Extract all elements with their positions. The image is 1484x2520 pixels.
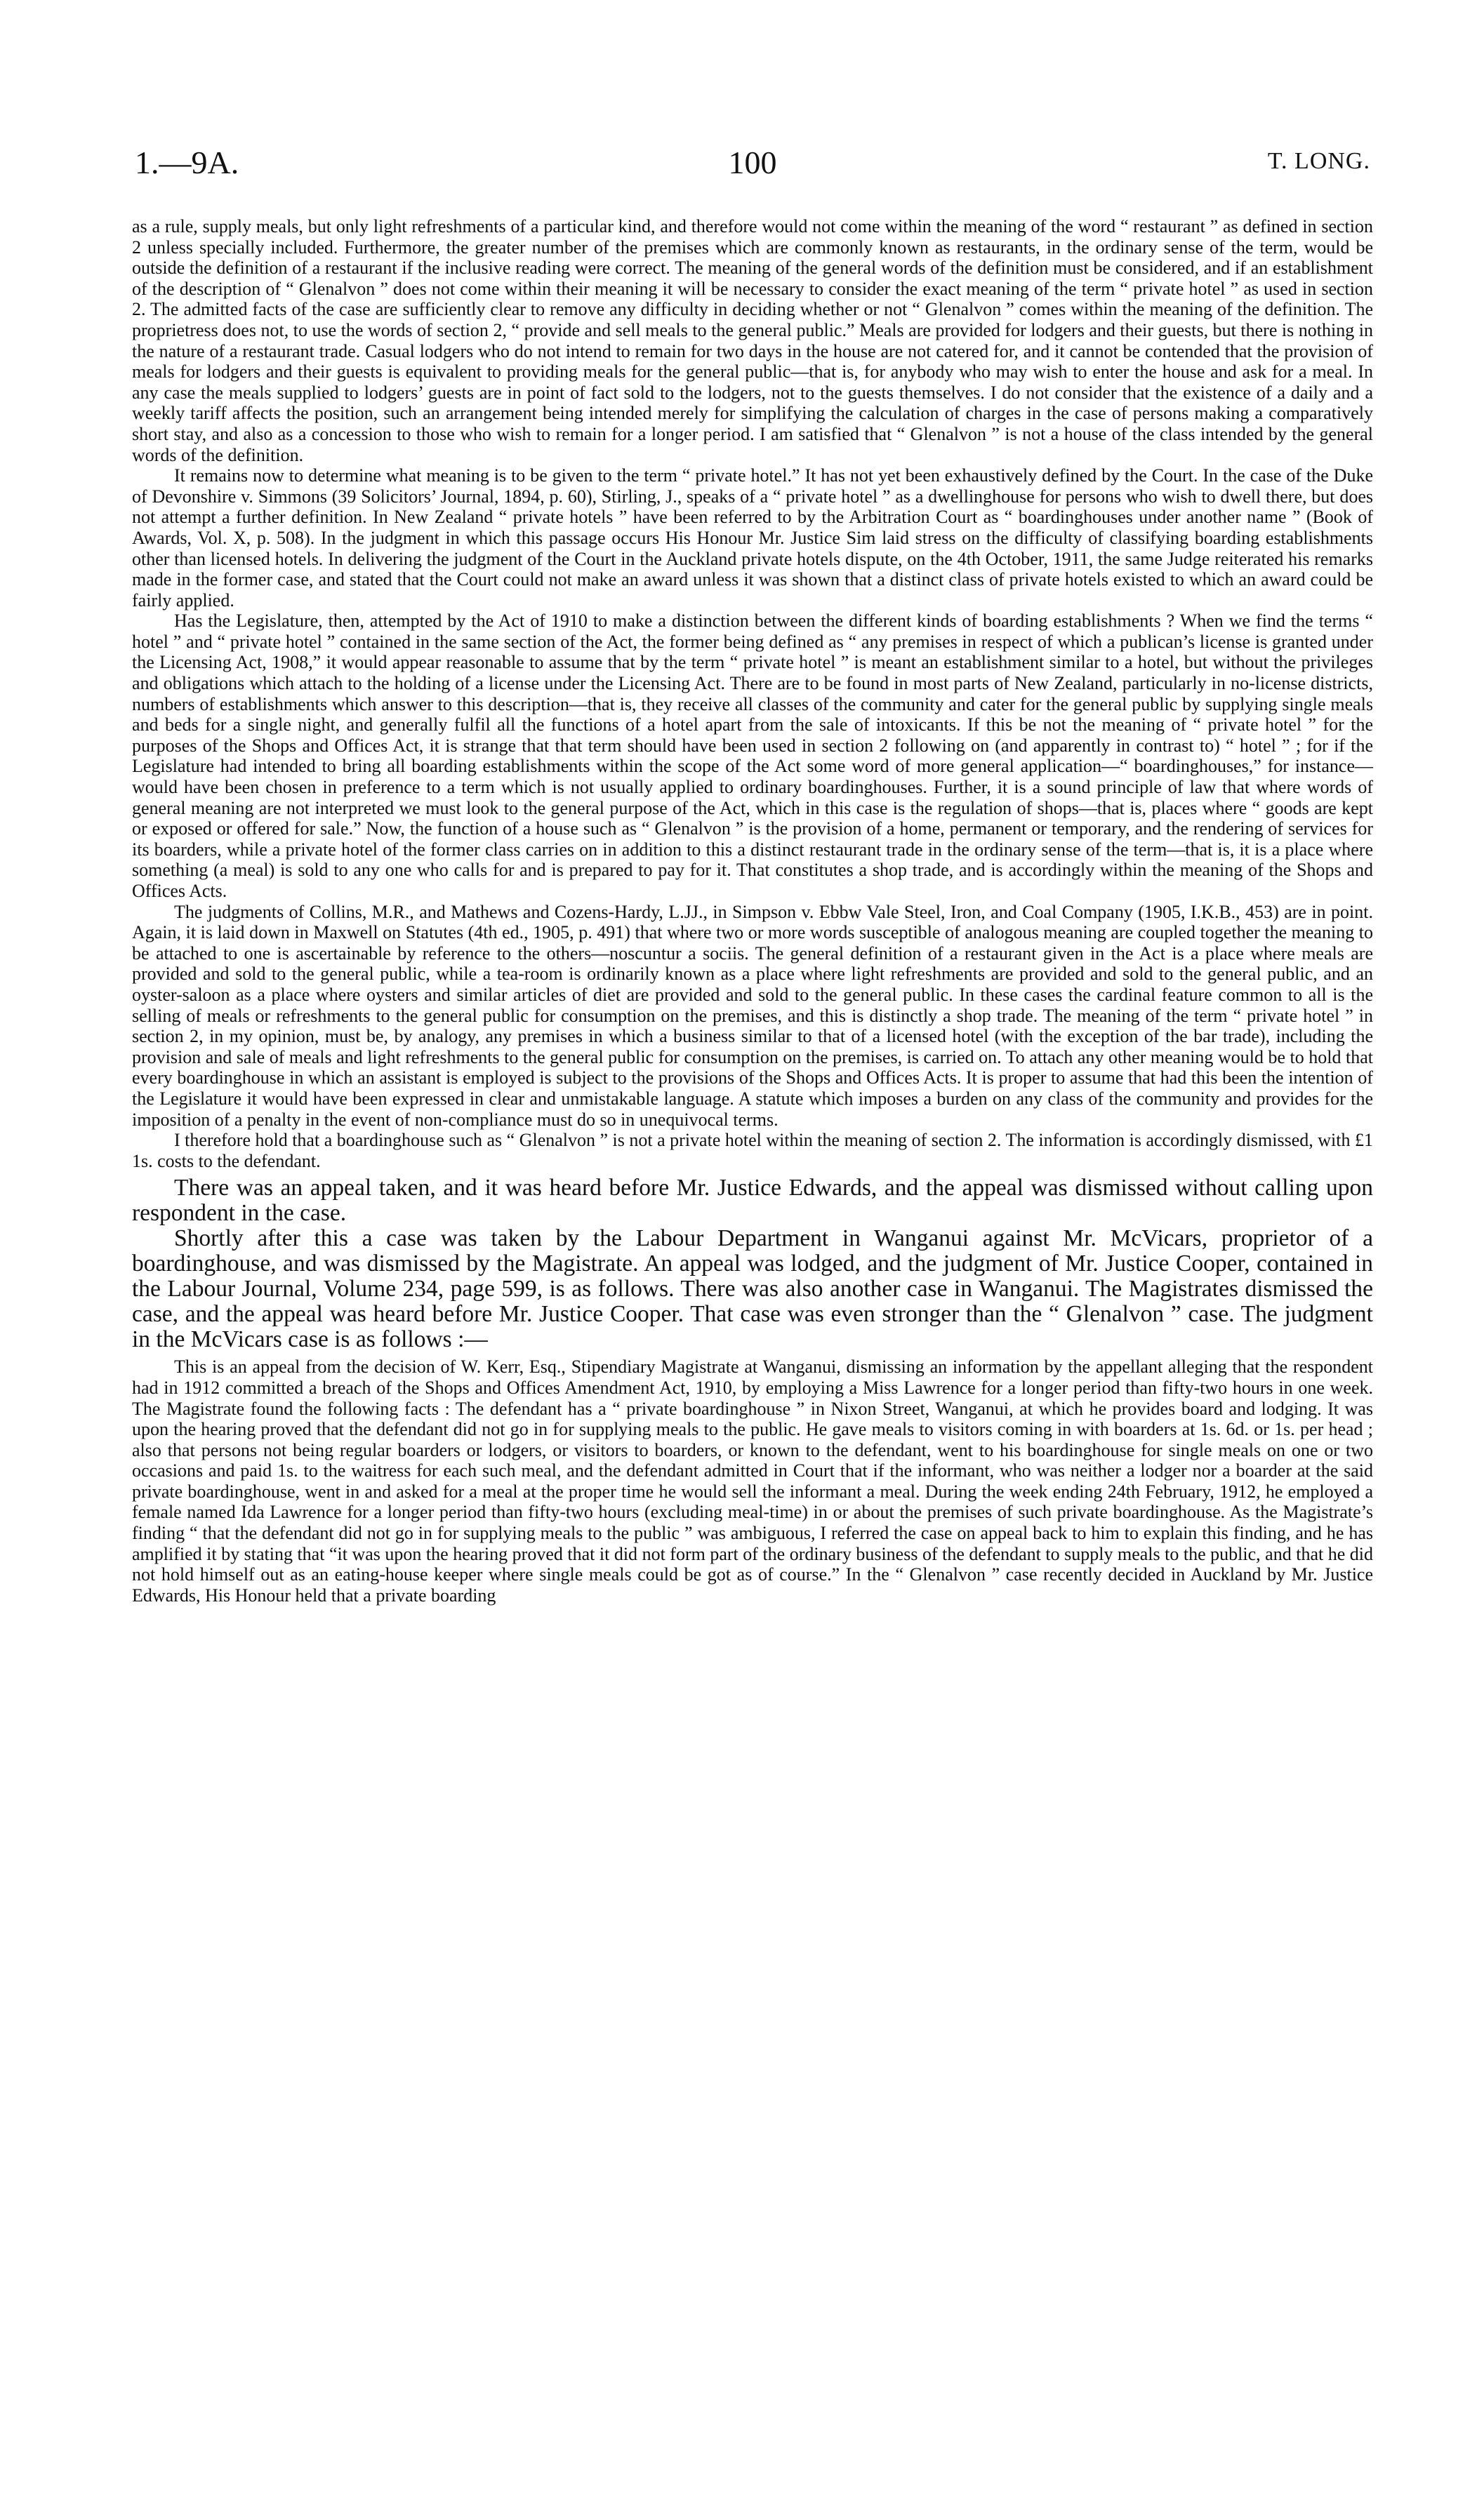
page-number: 100 [728,145,777,180]
page-header [135,144,1370,186]
quoted-judgment-glenalvon [132,216,1373,1171]
paragraph: Has the Legislature, then, attempted by the Act of 1910 to make a distinction between the different kinds of boarding establishments ? When we find the terms “ hotel ” and “ private hotel ” contained in the same section of the Act, the former being defined as “ any premises in respect of which a publican’s license is granted under the Licensing Act, 1908,” it would appear reasonable to assume that by the term “ private hotel ” is meant an establishment similar to a hotel, but without the privileges and obligations which attach to the holding of a license under the Licensing Act. There are to be found in most parts of New Zealand, particularly in no-license districts, numbers of establishments which answer to this description—that is, they receive all classes of the community and cater for the general public by supplying single meals and beds for a single night, and generally fulfil all the functions of a hotel apart from the sale of intoxicants. If this be not the meaning of “ private hotel ” for the purposes of the Shops and Offices Act, it is strange that that term should have been used in section 2 following on (and apparently in contrast to) “ hotel ” ; for if the Legislature had intended to bring all boarding establishments within the scope of the Act some word of more general application—“ boardinghouses,” for instance—would have been chosen in preference to a term which is not usually applied to ordinary boardinghouses. Further, it is a sound principle of law that where words of general meaning are not interpreted we must look to the general purpose of the Act, which in this case is the regulation of shops—that is, places where “ goods are kept or exposed or offered for sale.” Now, the function of a house such as “ Glenalvon ” is the provision of a home, permanent or temporary, and the rendering of services for its boarders, while a private hotel of the former class carries on in addition to this a distinct restaurant trade in the ordinary sense of the term—that is, it is a place where something (a meal) is sold to any one who calls for and is prepared to pay for it. That constitutes a shop trade, and is accordingly within the meaning of the Shops and Offices Acts. [132,611,1373,901]
paragraph: The judgments of Collins, M.R., and Mathews and Cozens-Hardy, L.JJ., in Simpson v. Ebbw Vale Steel, Iron, and Coal Company (1905, I.K.B., 453) are in point. Again, it is laid down in Maxwell on Statutes (4th ed., 1905, p. 491) that where two or more words susceptible of analogous meaning are coupled together the meaning to be attached to one is ascertainable by reference to the others—noscuntur a sociis. The general definition of a restaurant given in the Act is a place where meals are provided and sold to the general public, while a tea-room is ordinarily known as a place where light refreshments are provided and sold to the general public, and an oyster-saloon as a place where oysters and similar articles of diet are provided and sold to the general public. In these cases the cardinal feature common to all is the selling of meals or refreshments to the general public for consumption on the premises, and this is distinctly a shop trade. The meaning of the term “ private hotel ” in section 2, in my opinion, must be, by analogy, any premises in which a business similar to that of a licensed hotel (with the exception of the bar trade), including the provision and sale of meals and light refreshments to the general public for consumption on the premises, is carried on. To attach any other meaning would be to hold that every boardinghouse in which an assistant is employed is subject to the provisions of the Shops and Offices Acts. It is proper to assume that had this been the intention of the Legislature it would have been expressed in clear and unmistakable language. A statute which imposes a burden on any class of the community and provides for the imposition of a penalty in the event of non-compliance must do so in unequivocal terms. [132,901,1373,1130]
quoted-judgment-mcvicars [132,1356,1373,1606]
paragraph: as a rule, supply meals, but only light refreshments of a particular kind, and therefore would not come within the meaning of the word “ restaurant ” as defined in section 2 unless specially included. Furthermore, the greater number of the premises which are commonly known as restaurants, in the ordinary sense of the term, would be outside the definition of a restaurant if the inclusive reading were correct. The meaning of the general words of the definition must be considered, and if an establishment of the description of “ Glenalvon ” does not come within their meaning it will be necessary to consider the exact meaning of the term “ private hotel ” as used in section 2. The admitted facts of the case are sufficiently clear to remove any difficulty in deciding whether or not “ Glenalvon ” comes within the meaning of the definition. The proprietress does not, to use the words of section 2, “ provide and sell meals to the general public.” Meals are provided for lodgers and their guests, but there is nothing in the nature of a restaurant trade. Casual lodgers who do not intend to remain for two days in the house are not catered for, and it cannot be contended that the provision of meals for lodgers and their guests is equivalent to providing meals for the general public—that is, for anybody who may wish to enter the house and ask for a meal. In any case the meals supplied to lodgers’ guests are in point of fact sold to the lodgers, not to the guests themselves. I do not consider that the existence of a daily and a weekly tariff affects the position, such an arrangement being intended merely for simplifying the calculation of charges in the case of persons making a comparatively short stay, and also as a concession to those who wish to remain for a longer period. I am satisfied that “ Glenalvon ” is not a house of the class intended by the general words of the definition. [132,216,1373,465]
witness-name: T. LONG. [1267,148,1370,174]
page-body [132,216,1373,1606]
paper-reference: 1.—9A. [135,145,239,180]
paragraph: Shortly after this a case was taken by the Labour Department in Wanganui against Mr. McVicars, proprietor of a boardinghouse, and was dismissed by the Magistrate. An appeal was lodged, and the judgment of Mr. Justice Cooper, contained in the Labour Journal, Volume 234, page 599, is as follows. There was also another case in Wanganui. The Magistrates dismissed the case, and the appeal was heard before Mr. Justice Cooper. That case was even stronger than the “ Glenalvon ” case. The judgment in the McVicars case is as follows :— [132,1225,1373,1353]
paragraph: It remains now to determine what meaning is to be given to the term “ private hotel.” It has not yet been exhaustively defined by the Court. In the case of the Duke of Devonshire v. Simmons (39 Solicitors’ Journal, 1894, p. 60), Stirling, J., speaks of a “ private hotel ” as a dwellinghouse for persons who wish to dwell there, but does not attempt a further definition. In New Zealand “ private hotels ” have been referred to by the Arbitration Court as “ boardinghouses under another name ” (Book of Awards, Vol. X, p. 508). In the judgment in which this passage occurs His Honour Mr. Justice Sim laid stress on the difficulty of classifying boarding establishments other than licensed hotels. In delivering the judgment of the Court in the Auckland private hotels dispute, on the 4th October, 1911, the same Judge reiterated his remarks made in the former case, and stated that the Court could not make an award unless it was shown that a distinct class of private hotels existed to which an award could be fairly applied. [132,465,1373,611]
paragraph: There was an appeal taken, and it was heard before Mr. Justice Edwards, and the appeal was dismissed without calling upon respondent in the case. [132,1175,1373,1227]
paragraph: This is an appeal from the decision of W. Kerr, Esq., Stipendiary Magistrate at Wanganui, dismissing an information by the appellant alleging that the respondent had in 1912 committed a breach of the Shops and Offices Amendment Act, 1910, by employing a Miss Lawrence for a longer period than fifty-two hours in one week. The Magistrate found the following facts : The defendant has a “ private boardinghouse ” in Nixon Street, Wanganui, at which he provides board and lodging. It was upon the hearing proved that the defendant did not go in for supplying meals to the public. He gave meals to visitors coming in with boarders at 1s. 6d. or 1s. per head ; also that persons not being regular boarders or lodgers, or visitors to boarders, or known to the defendant, went to his boardinghouse for single meals on one or two occasions and paid 1s. to the waitress for each such meal, and the defendant admitted in Court that if the informant, who was neither a lodger nor a boarder at the said private boardinghouse, went in and asked for a meal at the proper time he would sell the informant a meal. During the week ending 24th February, 1912, he employed a female named Ida Lawrence for a longer period than fifty-two hours (excluding meal-time) in or about the premises of such private boardinghouse. As the Magistrate’s finding “ that the defendant did not go in for supplying meals to the public ” was ambiguous, I referred the case on appeal back to him to explain this finding, and he has amplified it by stating that “it was upon the hearing proved that it did not form part of the ordinary business of the defendant to supply meals to the public, and that he did not hold himself out as an eating-house keeper where single meals could be got as of course.” In the “ Glenalvon ” case recently decided in Auckland by Mr. Justice Edwards, His Honour held that a private boarding [132,1356,1373,1606]
paragraph: I therefore hold that a boardinghouse such as “ Glenalvon ” is not a private hotel within the meaning of section 2. The information is accordingly dismissed, with £1 1s. costs to the defendant. [132,1130,1373,1171]
witness-testimony [132,1175,1373,1352]
